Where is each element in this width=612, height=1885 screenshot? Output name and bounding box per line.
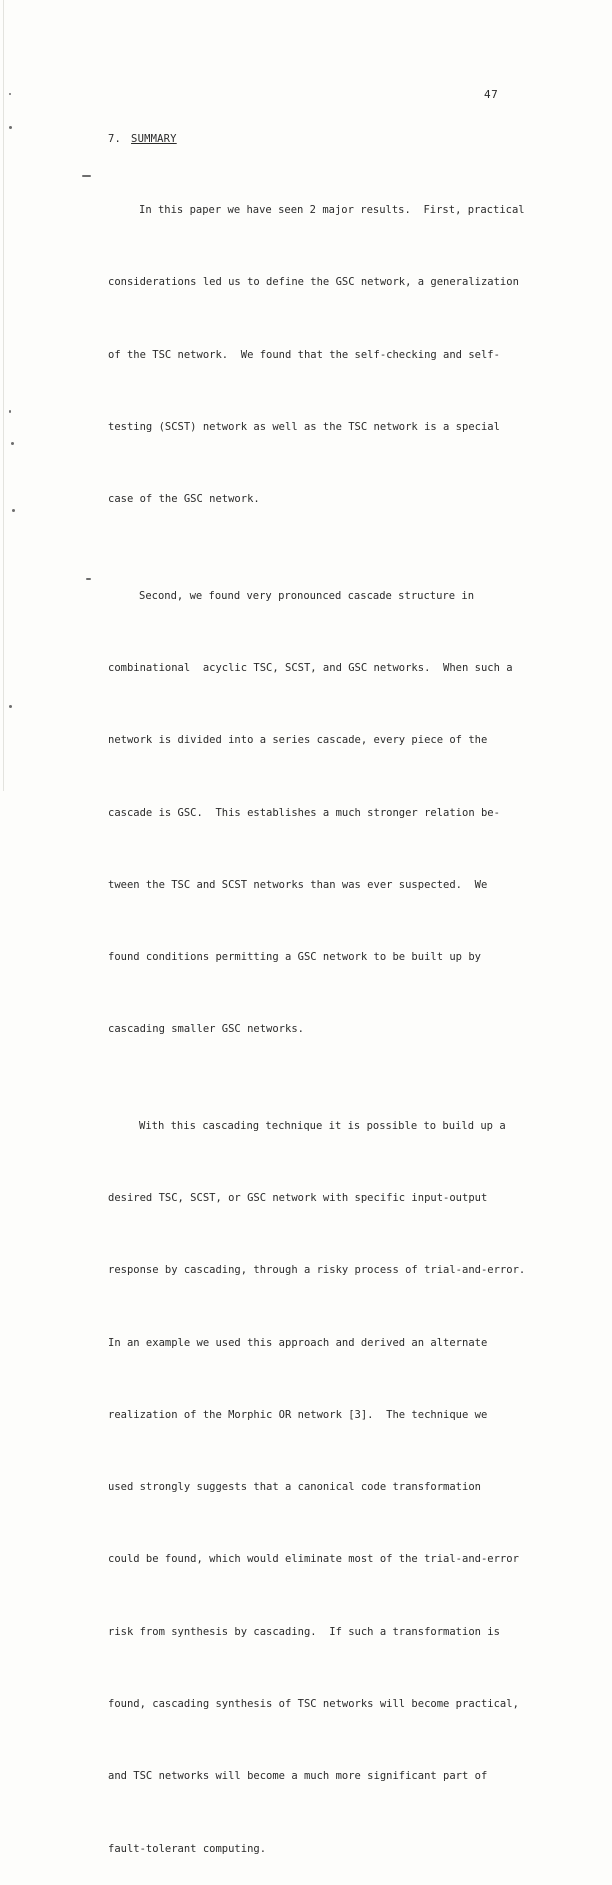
text-line: desired TSC, SCST, or GSC network with specific input-output xyxy=(108,1192,488,1205)
text-line: and TSC networks will become a much more significant part of xyxy=(108,1770,488,1783)
scan-speck xyxy=(9,126,12,129)
text-line: considerations led us to define the GSC network, a generalization xyxy=(108,276,519,289)
text-line: With this cascading technique it is possible to build up a xyxy=(139,1119,506,1132)
scan-speck xyxy=(9,93,11,95)
scan-speck xyxy=(9,705,12,708)
text-line: found, cascading synthesis of TSC networks will become practical, xyxy=(108,1698,519,1710)
text-line: Second, we found very pronounced cascade structure in xyxy=(139,589,475,602)
section-heading xyxy=(108,133,177,145)
text-line: found conditions permitting a GSC network to be built up by xyxy=(108,951,481,964)
summary-body xyxy=(108,150,528,1885)
text-line: could be found, which would eliminate most of the trial-and-error xyxy=(108,1553,519,1566)
text-line: testing (SCST) network as well as the TSC network is a special xyxy=(108,421,500,434)
page-edge xyxy=(3,0,4,791)
scan-speck xyxy=(11,442,14,445)
text-line: In this paper we have seen 2 major results. First, practical xyxy=(139,204,525,217)
text-line: network is divided into a series cascade, every piece of the xyxy=(108,734,488,747)
text-line: tween the TSC and SCST networks than was ever suspected. We xyxy=(108,878,488,891)
text-line: case of the GSC network. xyxy=(108,493,260,506)
text-line: combinational acyclic TSC, SCST, and GSC networks. When such a xyxy=(108,661,513,674)
scan-speck xyxy=(12,509,15,512)
text-line: cascading smaller GSC networks. xyxy=(108,1023,304,1036)
section-number: 7. xyxy=(108,133,122,145)
text-line: response by cascading, through a risky process of trial-and-error. xyxy=(108,1264,526,1277)
text-line: of the TSC network. We found that the self-checking and self- xyxy=(108,348,500,361)
scan-speck xyxy=(86,578,91,580)
page-number: 47 xyxy=(484,88,499,101)
text-line: risk from synthesis by cascading. If such a transformation is xyxy=(108,1625,500,1638)
text-line: realization of the Morphic OR network [3]. The technique we xyxy=(108,1408,488,1421)
scan-speck xyxy=(82,175,91,177)
text-line: fault-tolerant computing. xyxy=(108,1842,267,1855)
text-line: cascade is GSC. This establishes a much stronger relation be- xyxy=(108,806,500,819)
scan-speck xyxy=(9,410,11,413)
text-line: used strongly suggests that a canonical code transformation xyxy=(108,1481,481,1494)
text-line: In an example we used this approach and derived an alternate xyxy=(108,1336,488,1349)
section-title: SUMMARY xyxy=(131,133,177,145)
